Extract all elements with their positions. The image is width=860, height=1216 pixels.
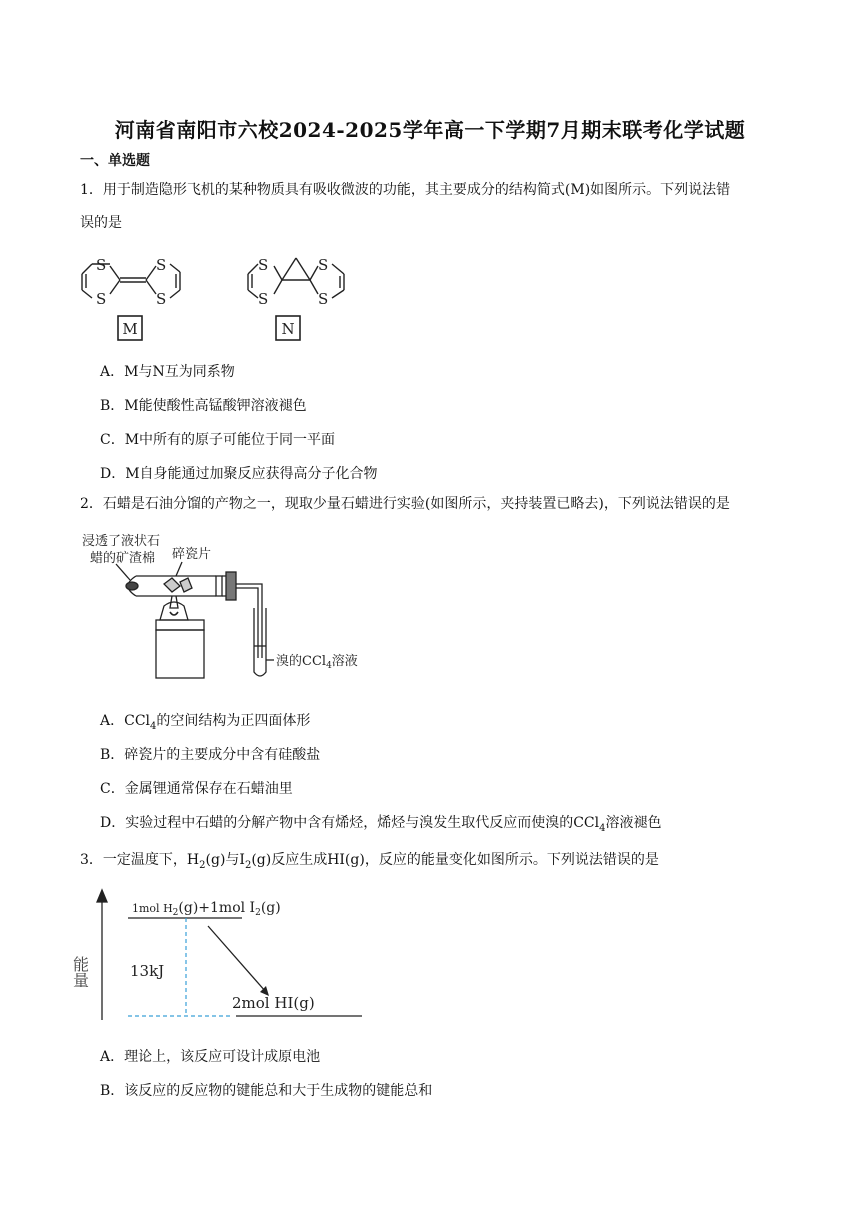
reactants-label: 1mol $H_2(g)+1mol$ $I_2(g)$: [132, 900, 281, 918]
svg-text:S: S: [318, 290, 329, 308]
fig-label-bromine-solution: 溴的CCl$_4$溶液: [276, 654, 358, 671]
question-2-stem: 2．石蜡是石油分馏的产物之一，现取少量石蜡进行实验(如图所示，夹持装置已略去)，下列说法错误的是: [80, 496, 730, 512]
svg-text:S: S: [156, 290, 167, 308]
page-title: 河南省南阳市六校2024-2025学年高一下学期7月期末联考化学试题: [114, 118, 746, 142]
energy-diagram: [70, 884, 376, 1026]
q1-option-b[interactable]: B．M能使酸性高锰酸钾溶液褪色: [100, 398, 307, 414]
q2-option-c[interactable]: C．金属锂通常保存在石蜡油里: [100, 781, 293, 797]
fig-label-cotton-1: 浸透了液状石: [82, 534, 161, 549]
question-1-line-1: 1．用于制造隐形飞机的某种物质具有吸收微波的功能，其主要成分的结构简式(M)如图所示。下列说法错: [80, 182, 731, 198]
svg-text:S: S: [96, 256, 107, 274]
q1-option-c[interactable]: C．M中所有的原子可能位于同一平面: [100, 432, 336, 448]
fig-label-cotton-2: 蜡的矿渣棉: [90, 551, 156, 566]
fig-label-porcelain: 碎瓷片: [172, 547, 212, 562]
q3-option-a[interactable]: A．理论上，该反应可设计成原电池: [100, 1049, 321, 1065]
svg-text:S: S: [318, 256, 329, 274]
energy-difference-label: 13kJ: [130, 962, 165, 980]
question-1-line-2: 误的是: [80, 215, 122, 231]
svg-text:S: S: [258, 290, 269, 308]
structure-figure-m-n: [70, 248, 370, 346]
energy-axis-label: 能量: [70, 956, 90, 988]
apparatus-figure: [76, 528, 386, 690]
q3-option-b[interactable]: B．该反应的反应物的键能总和大于生成物的键能总和: [100, 1083, 433, 1099]
label-m: M: [122, 320, 138, 338]
q2-option-b[interactable]: B．碎瓷片的主要成分中含有硅酸盐: [100, 747, 321, 763]
q2-option-d: D．实验过程中石蜡的分解产物中含有烯烃，烯烃与溴发生取代反应而使溴的CCl$_4$溶液褪色: [100, 815, 662, 834]
products-label: 2mol HI(g): [232, 994, 315, 1012]
q1-option-a[interactable]: A．M与N互为同系物: [100, 364, 235, 380]
q1-option-d[interactable]: D．M自身能通过加聚反应获得高分子化合物: [100, 466, 378, 482]
question-3-stem: 3．一定温度下，$H_2(g)$与$I_2(g)$反应生成HI(g)，反应的能量变化如图所示。下列说法错误的是: [80, 852, 659, 871]
svg-text:S: S: [156, 256, 167, 274]
label-n: N: [281, 320, 295, 338]
svg-text:S: S: [96, 290, 107, 308]
section-heading: 一、单选题: [80, 153, 150, 169]
q2-option-a: A．CCl$_4$的空间结构为正四面体形: [100, 713, 311, 732]
svg-text:S: S: [258, 256, 269, 274]
